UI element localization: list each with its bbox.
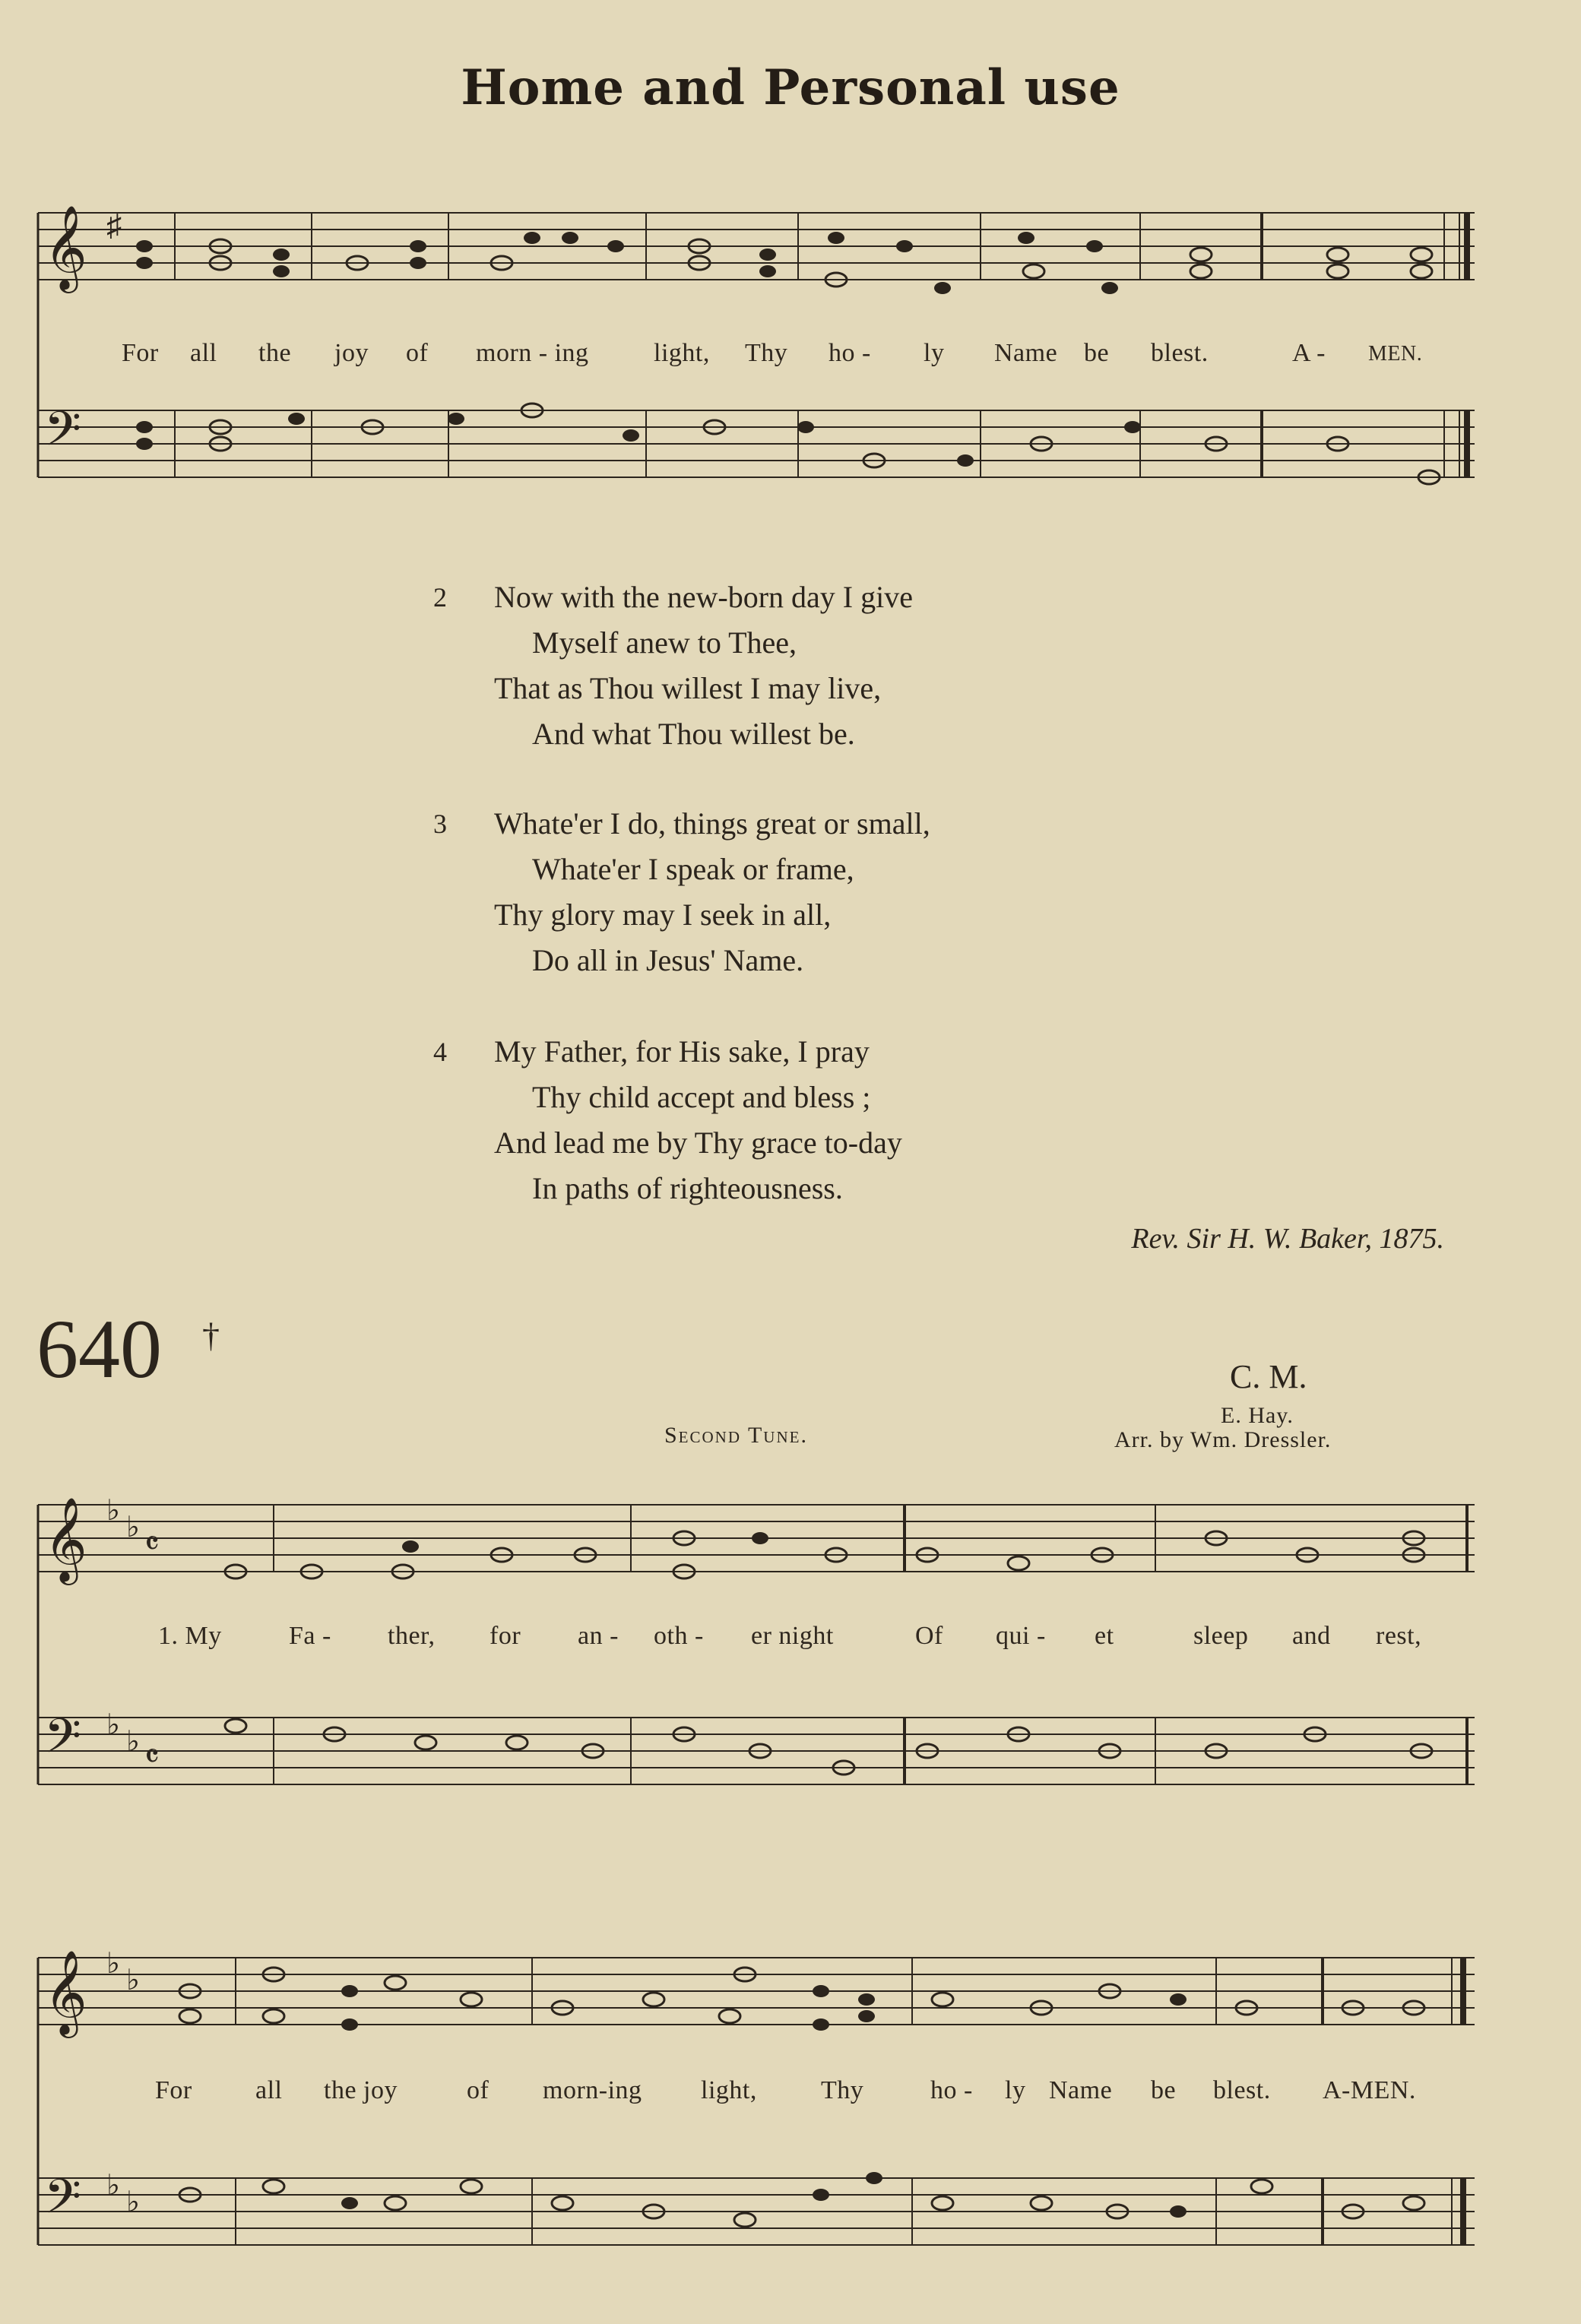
syllable: et: [1095, 1622, 1114, 1650]
composer-credit: E. Hay.: [1221, 1403, 1294, 1428]
syllable: For: [122, 339, 159, 367]
music-system-639-1: [30, 198, 1490, 524]
page-header: Home and Personal use: [461, 59, 1120, 116]
syllable: and: [1292, 1622, 1331, 1650]
syllable: ther,: [388, 1622, 436, 1650]
svg-text:𝄴: 𝄴: [144, 1737, 160, 1776]
syllable: be: [1151, 2076, 1177, 2104]
syllable: of: [467, 2076, 490, 2104]
verse-line: Myself anew to Thee,: [532, 625, 797, 660]
syllable: Thy: [745, 339, 788, 367]
svg-text:𝄞: 𝄞: [44, 1949, 87, 2034]
verse-line: And lead me by Thy grace to-day: [494, 1126, 902, 1160]
svg-text:♭: ♭: [106, 2170, 120, 2202]
arranger-credit: Arr. by Wm. Dressler.: [1114, 1427, 1332, 1452]
svg-text:♭: ♭: [126, 1965, 140, 1996]
syllable: Name: [1049, 2076, 1113, 2104]
syllable: ho -: [829, 339, 871, 367]
syllable: be: [1084, 339, 1110, 367]
dagger-mark: †: [202, 1316, 220, 1354]
score-640-1: [30, 1490, 1490, 1824]
syllable: A -: [1292, 339, 1326, 367]
svg-text:♭: ♭: [126, 1512, 140, 1544]
hymn-number: 640: [36, 1303, 162, 1395]
syllable: 1. My: [158, 1622, 222, 1650]
syllable: light,: [701, 2076, 757, 2104]
syllable: Fa -: [289, 1622, 331, 1650]
syllable: the: [258, 339, 292, 367]
verse-2: [433, 575, 913, 757]
syllable: the joy: [324, 2076, 398, 2104]
tune-label: Second Tune.: [664, 1423, 808, 1448]
syllable: sleep: [1193, 1622, 1249, 1650]
meter-label: C. M.: [1230, 1358, 1307, 1395]
verse-number: 4: [433, 1037, 447, 1067]
syllable: rest,: [1376, 1622, 1422, 1650]
verse-line: That as Thou willest I may live,: [494, 671, 882, 705]
verse-number: 2: [433, 582, 447, 613]
syllable: Thy: [821, 2076, 864, 2104]
svg-text:𝄢: 𝄢: [44, 401, 81, 468]
syllable: ly: [924, 339, 945, 367]
syllable: all: [190, 339, 217, 367]
syllable: all: [255, 2076, 283, 2104]
svg-text:𝄞: 𝄞: [44, 204, 87, 290]
syllable: light,: [654, 339, 710, 367]
verse-number: 3: [433, 809, 447, 839]
syllable: Name: [994, 339, 1058, 367]
svg-text:♭: ♭: [126, 1726, 140, 1758]
syllable: er night: [751, 1622, 834, 1650]
syllable: for: [490, 1622, 521, 1650]
syllable: of: [406, 339, 429, 367]
verse-line: And what Thou willest be.: [532, 717, 855, 751]
svg-text:𝄴: 𝄴: [144, 1525, 160, 1563]
syllable: blest.: [1213, 2076, 1271, 2104]
score-640-2: [30, 1942, 1490, 2277]
syllable: A-MEN.: [1323, 2076, 1416, 2104]
verse-line: Thy child accept and bless ;: [532, 1080, 871, 1114]
syllable: oth -: [654, 1622, 704, 1650]
verse-3: [433, 801, 930, 983]
music-system-640-1: [30, 1490, 1490, 1824]
syllable: blest.: [1151, 339, 1209, 367]
syllable: MEN.: [1368, 342, 1423, 366]
syllable: ly: [1005, 2076, 1026, 2104]
syllable: For: [155, 2076, 192, 2104]
syllable: ho -: [930, 2076, 973, 2104]
syllable: morn-ing: [543, 2076, 642, 2104]
verse-line: In paths of righteousness.: [532, 1171, 843, 1205]
syllable: Of: [915, 1622, 943, 1650]
svg-text:♯: ♯: [106, 208, 122, 242]
svg-text:♭: ♭: [106, 1709, 120, 1741]
svg-text:♭: ♭: [126, 2186, 140, 2218]
author-attribution: Rev. Sir H. W. Baker, 1875.: [1131, 1223, 1444, 1255]
svg-text:♭: ♭: [106, 1495, 120, 1527]
syllable: qui -: [996, 1622, 1046, 1650]
verse-line: Thy glory may I seek in all,: [494, 898, 832, 932]
svg-text:♭: ♭: [106, 1948, 120, 1980]
verse-line: Do all in Jesus' Name.: [532, 943, 804, 977]
verse-line: My Father, for His sake, I pray: [494, 1034, 870, 1069]
svg-text:𝄢: 𝄢: [44, 2168, 81, 2236]
music-system-640-2: [30, 1942, 1490, 2277]
syllable: an -: [578, 1622, 619, 1650]
verse-line: Now with the new-born day I give: [494, 580, 913, 614]
syllable: morn - ing: [476, 339, 589, 367]
verse-line: Whate'er I speak or frame,: [532, 852, 854, 886]
verse-4: [433, 1029, 902, 1211]
svg-text:𝄢: 𝄢: [44, 1708, 81, 1775]
verse-line: Whate'er I do, things great or small,: [494, 806, 930, 841]
syllable: joy: [334, 339, 369, 367]
svg-text:𝄞: 𝄞: [44, 1496, 87, 1582]
